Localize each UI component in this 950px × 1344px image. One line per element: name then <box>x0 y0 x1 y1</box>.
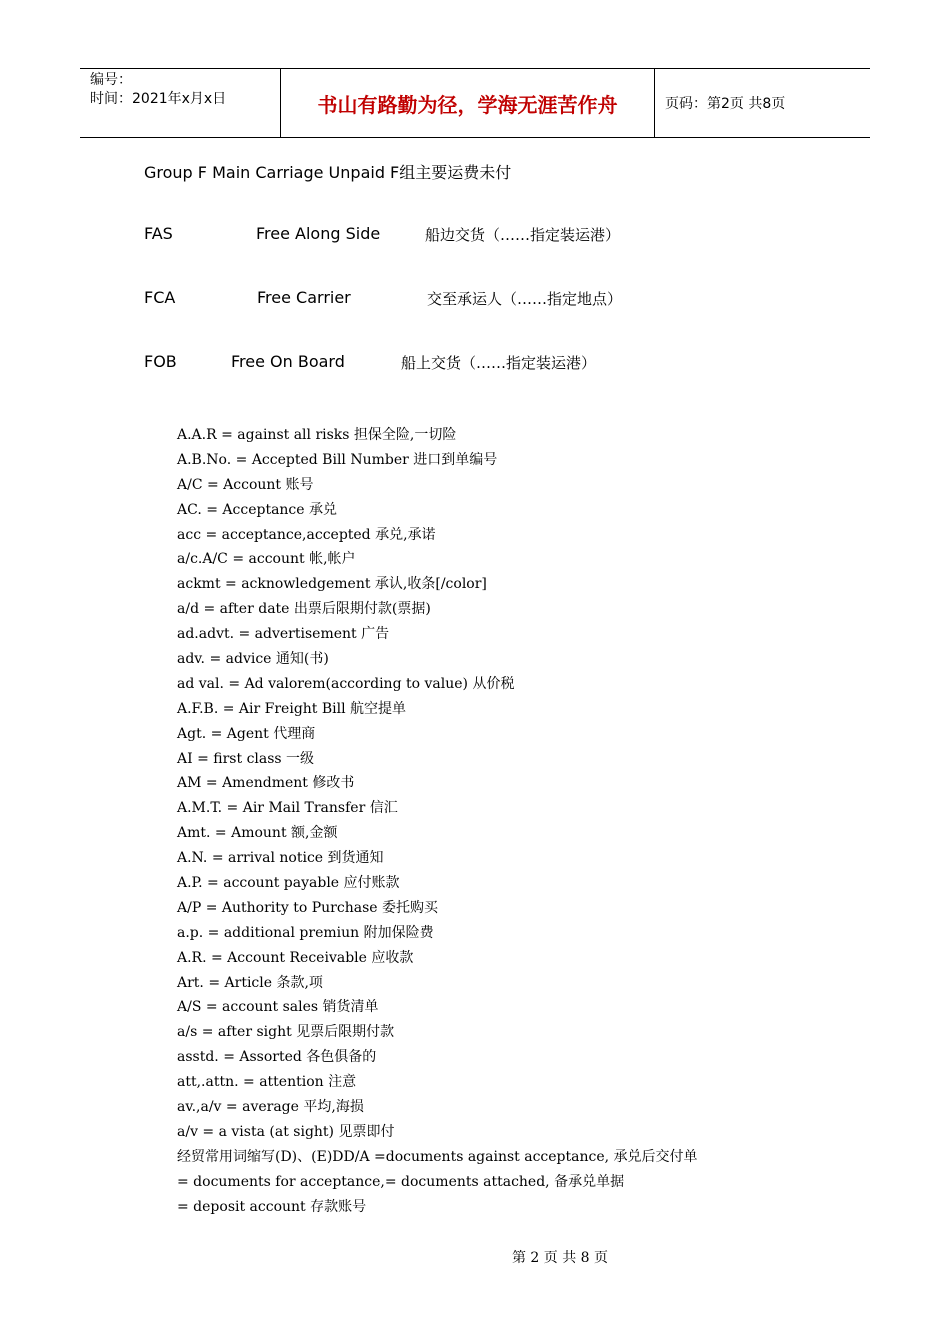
abbreviation-item: asstd. = Assorted 各色俱备的 <box>177 1049 377 1066</box>
header-page-info: 页码：第2页 共8页 <box>665 96 786 112</box>
page-footer: 第 2 页 共 8 页 <box>511 1250 609 1266</box>
abbreviation-item: = documents for acceptance,= documents attached, 备承兑单据 <box>177 1173 625 1190</box>
abbreviation-item: a/v = a vista (at sight) 见票即付 <box>177 1123 395 1140</box>
term-code: FOB <box>144 352 177 371</box>
abbreviation-item: AM = Amendment 修改书 <box>177 775 355 792</box>
abbreviation-item: A/S = account sales 销货清单 <box>177 999 379 1016</box>
abbreviation-item: AC. = Acceptance 承兑 <box>177 501 338 518</box>
abbreviation-item: A/P = Authority to Purchase 委托购买 <box>177 899 438 916</box>
term-english: Free Carrier <box>257 288 351 307</box>
document-header <box>80 68 870 138</box>
abbreviation-item: a/c.A/C = account 帐,帐户 <box>177 551 356 568</box>
abbreviation-item: ad.advt. = advertisement 广告 <box>177 626 390 643</box>
term-english: Free Along Side <box>256 224 381 243</box>
abbreviation-item: att,.attn. = attention 注意 <box>177 1074 357 1091</box>
term-code: FCA <box>144 288 176 307</box>
abbreviation-item: adv. = advice 通知(书) <box>177 651 329 668</box>
abbreviation-item: A.R. = Account Receivable 应收款 <box>177 949 414 966</box>
abbreviation-item: AI = first class 一级 <box>177 750 315 767</box>
header-motto: 书山有路勤为径，学海无涯苦作舟 <box>281 69 655 137</box>
abbreviation-item: av.,a/v = average 平均,海损 <box>177 1099 364 1116</box>
header-meta <box>80 69 281 137</box>
abbreviation-item: A.M.T. = Air Mail Transfer 信汇 <box>177 800 398 817</box>
abbreviation-item: A.F.B. = Air Freight Bill 航空提单 <box>177 700 407 717</box>
abbreviation-item: = deposit account 存款账号 <box>177 1198 367 1215</box>
abbreviation-item: A.N. = arrival notice 到货通知 <box>177 850 384 867</box>
term-chinese: 交至承运人（……指定地点） <box>427 290 623 308</box>
term-chinese: 船上交货（……指定装运港） <box>401 354 597 372</box>
number-label: 编号： <box>90 72 132 88</box>
abbreviation-item: a/d = after date 出票后限期付款(票据) <box>177 601 431 618</box>
abbreviation-item: acc = acceptance,accepted 承兑,承诺 <box>177 526 436 543</box>
abbreviation-item: a.p. = additional premiun 附加保险费 <box>177 924 434 941</box>
abbreviation-item: a/s = after sight 见票后限期付款 <box>177 1024 395 1041</box>
abbreviation-item: Agt. = Agent 代理商 <box>177 725 316 742</box>
abbreviation-item: A.P. = account payable 应付账款 <box>177 875 400 892</box>
section-title: Group F Main Carriage Unpaid F组主要运费未付 <box>144 163 512 182</box>
abbreviation-item: 经贸常用词缩写(D)、(E)DD/A =documents against acceptance, 承兑后交付单 <box>177 1148 698 1165</box>
term-english: Free On Board <box>231 352 345 371</box>
term-chinese: 船边交货（……指定装运港） <box>425 226 621 244</box>
abbreviation-item: ad val. = Ad valorem(according to value) 从价税 <box>177 675 515 692</box>
abbreviation-item: A/C = Account 账号 <box>177 476 314 493</box>
abbreviation-item: Amt. = Amount 额,金额 <box>177 825 338 842</box>
term-code: FAS <box>144 224 173 243</box>
abbreviation-item: ackmt = acknowledgement 承认,收条[/color] <box>177 576 487 593</box>
abbreviation-item: A.A.R = against all risks 担保全险,一切险 <box>177 427 457 443</box>
abbreviation-item: A.B.No. = Accepted Bill Number 进口到单编号 <box>177 451 498 468</box>
abbreviation-item: Art. = Article 条款,项 <box>177 974 323 991</box>
abbreviation-list <box>177 423 698 1220</box>
time-label: 时间：2021年x月x日 <box>90 91 227 107</box>
